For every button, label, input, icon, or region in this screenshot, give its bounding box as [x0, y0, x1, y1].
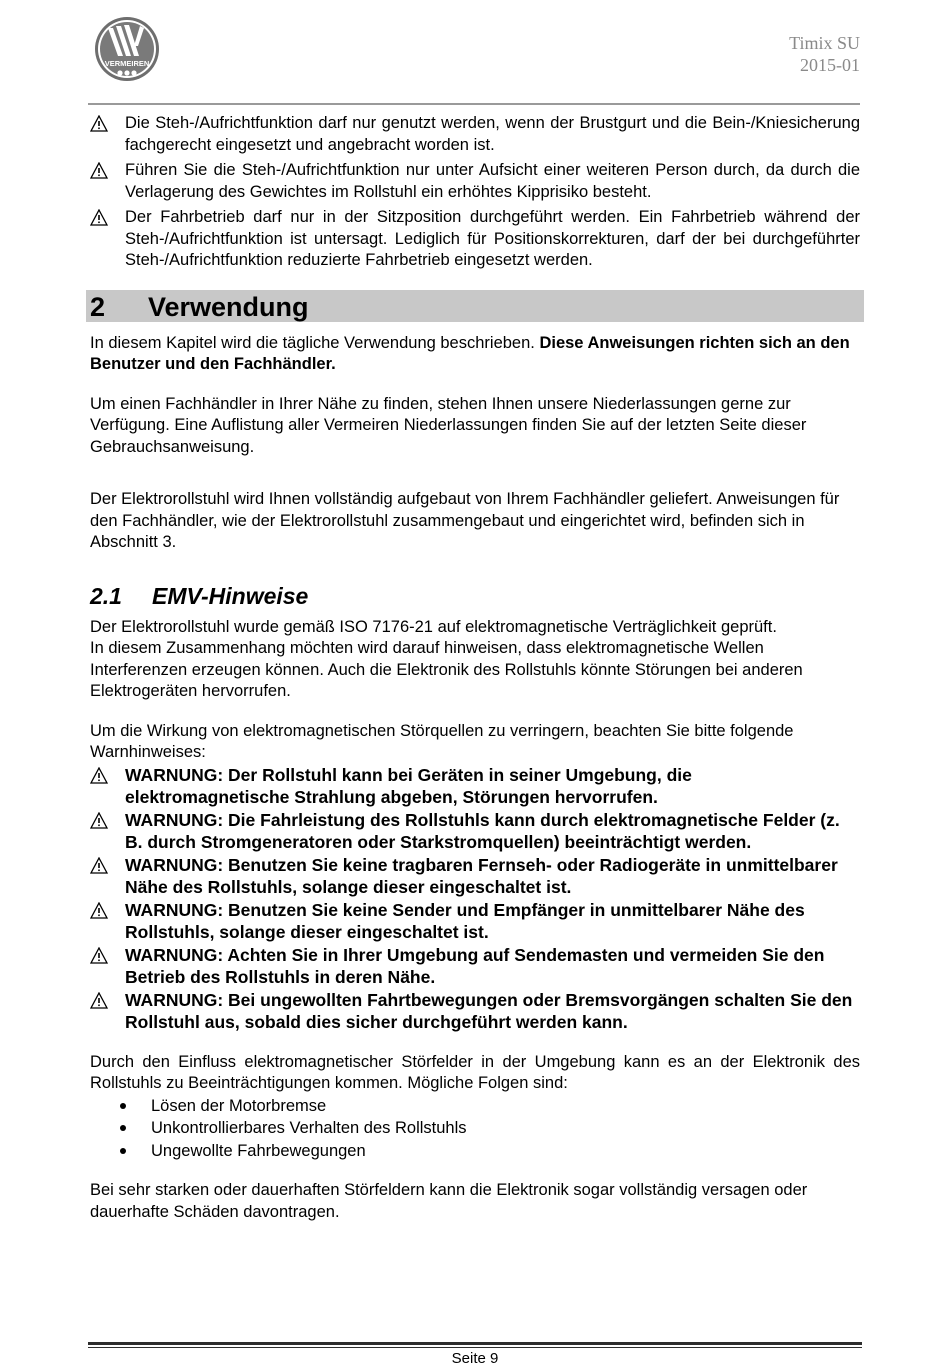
intro-paragraph — [90, 333, 860, 376]
warning-text: Die Fahrleistung des Rollstuhls kann durch elektromagnetische Felder (z. B. durch Stromgeneratoren oder Starkstromquellen) beeinträchtigt werden. — [125, 809, 840, 852]
warning-item — [90, 113, 860, 156]
dealer-paragraph: Um einen Fachhändler in Ihrer Nähe zu finden, stehen Ihnen unsere Niederlassungen gerne zur Verfügung. Eine Auflistung aller Vermeiren Niederlassungen finden Sie auf der letzten Seite dieser Gebrauchsanweisung. — [90, 394, 807, 456]
footer-divider — [88, 1342, 862, 1345]
list-item: Ungewollte Fahrbewegungen — [90, 1140, 860, 1163]
intro-text: In diesem Kapitel wird die tägliche Verwendung beschrieben. — [90, 333, 540, 352]
product-name: Timix SU — [789, 33, 860, 53]
consequences-intro: Durch den Einfluss elektromagnetischer Störfelder in der Umgebung kann es an der Elektronik des Rollstuhls zu Beeinträchtigungen kommen. Mögliche Folgen sind: — [90, 1052, 860, 1092]
warning-text: Achten Sie in Ihrer Umgebung auf Sendemasten und vermeiden Sie den Betrieb des Rollstuhls in deren Nähe. — [125, 944, 825, 987]
list-item: Unkontrollierbares Verhalten des Rollstuhls — [90, 1117, 860, 1140]
section-heading — [90, 583, 860, 617]
warning-text: Benutzen Sie keine tragbaren Fernseh- oder Radiogeräte in unmittelbarer Nähe des Rollstuhls, solange dieser eingeschaltet ist. — [125, 854, 838, 897]
warning-triangle-icon — [90, 902, 108, 919]
bullet-dot-icon — [120, 1125, 126, 1131]
intro-bold-text: Diese Anweisungen richten sich an den Benutzer und den Fachhändler. — [90, 333, 850, 373]
section-title: EMV-Hinweise — [152, 582, 309, 609]
bullet-dot-icon — [120, 1148, 126, 1154]
section-number: 2.1 — [90, 582, 122, 609]
warning-item — [90, 160, 860, 203]
logo-text: VERMEIREN — [104, 59, 150, 68]
chapter-heading — [86, 290, 864, 322]
chapter-title: Verwendung — [148, 291, 309, 322]
delivery-paragraph: Der Elektrorollstuhl wird Ihnen vollständig aufgebaut von Ihrem Fachhändler geliefert. Anweisungen für den Fachhändler, wie der Elektrorollstuhl zusammengebaut und eingerichtet wird, befinden sich in Abschnitt 3. — [90, 490, 840, 551]
warning-label: WARNUNG: — [125, 944, 228, 965]
chapter-number: 2 — [90, 291, 106, 322]
emv-paragraph: In diesem Zusammenhang möchten wird darauf hinweisen, dass elektromagnetische Wellen Interferenzen erzeugen können. Auch die Elektronik des Rollstuhls könnte Störungen bei anderen Elektrogeräten hervorrufen. — [90, 639, 803, 700]
warning-item — [90, 207, 860, 272]
closing-paragraph: Bei sehr starken oder dauerhaften Störfeldern kann die Elektronik sogar vollständig versagen oder dauerhafte Schäden davontragen. — [90, 1181, 808, 1221]
warning-label: WARNUNG: — [125, 809, 229, 830]
emv-warning-item — [90, 809, 860, 854]
warning-triangle-icon — [90, 947, 108, 964]
emv-warning-item — [90, 764, 860, 809]
emv-warning-item — [90, 944, 860, 989]
emv-paragraph: Um die Wirkung von elektromagnetischen Störquellen zu verringern, beachten Sie bitte folgende Warnhinweises: — [90, 721, 794, 761]
page-content — [90, 113, 860, 1223]
bullet-dot-icon — [120, 1103, 126, 1109]
vermeiren-logo — [94, 16, 160, 82]
warning-triangle-icon — [90, 767, 108, 784]
warning-triangle-icon — [90, 857, 108, 874]
warning-label: WARNUNG: — [125, 764, 229, 785]
warning-text: Benutzen Sie keine Sender und Empfänger in unmittelbarer Nähe des Rollstuhls, solange dieser eingeschaltet ist. — [125, 899, 805, 942]
warning-triangle-icon — [90, 209, 108, 226]
warning-text: Führen Sie die Steh-/Aufrichtfunktion nur unter Aufsicht einer weiteren Person durch, da durch die Verlagerung des Gewichtes im Rollstuhl ein erhöhtes Kipprisiko besteht. — [125, 161, 860, 201]
warning-label: WARNUNG: — [125, 899, 229, 920]
warning-label: WARNUNG: — [125, 989, 229, 1010]
header-meta — [789, 32, 860, 76]
list-item: Lösen der Motorbremse — [90, 1095, 860, 1118]
header-divider — [88, 103, 860, 105]
warning-triangle-icon — [90, 992, 108, 1009]
document-date: 2015-01 — [800, 55, 860, 75]
emv-warning-item — [90, 854, 860, 899]
page-header — [88, 12, 860, 104]
consequences-list — [90, 1095, 860, 1163]
page-number: Seite 9 — [451, 1350, 499, 1367]
warning-triangle-icon — [90, 162, 108, 179]
warning-label: WARNUNG: — [125, 854, 229, 875]
warning-text: Der Fahrbetrieb darf nur in der Sitzposition durchgeführt werden. Ein Fahrbetrieb während der Steh-/Aufrichtfunktion ist untersagt. Lediglich für Positionskorrekturen, darf der bei durchgeführter Steh-/Aufrichtfunktion reduzierte Fahrbetrieb eingesetzt werden. — [125, 208, 860, 269]
warning-text: Bei ungewollten Fahrtbewegungen oder Bremsvorgängen schalten Sie den Rollstuhl aus, sobald dies sicher durchgeführt werden kann. — [125, 989, 853, 1032]
emv-paragraph: Der Elektrorollstuhl wurde gemäß ISO 7176-21 auf elektromagnetische Verträglichkeit geprüft. — [90, 617, 777, 636]
emv-warning-item — [90, 989, 860, 1034]
warning-triangle-icon — [90, 812, 108, 829]
warning-triangle-icon — [90, 115, 108, 132]
warning-text: Der Rollstuhl kann bei Geräten in seiner Umgebung, die elektromagnetische Strahlung abgeben, Störungen hervorrufen. — [125, 764, 692, 807]
emv-warning-item — [90, 899, 860, 944]
footer-divider-thin — [88, 1347, 862, 1348]
warning-text: Die Steh-/Aufrichtfunktion darf nur genutzt werden, wenn der Brustgurt und die Bein-/Kniesicherung fachgerecht eingesetzt und angebracht worden ist. — [125, 114, 860, 154]
